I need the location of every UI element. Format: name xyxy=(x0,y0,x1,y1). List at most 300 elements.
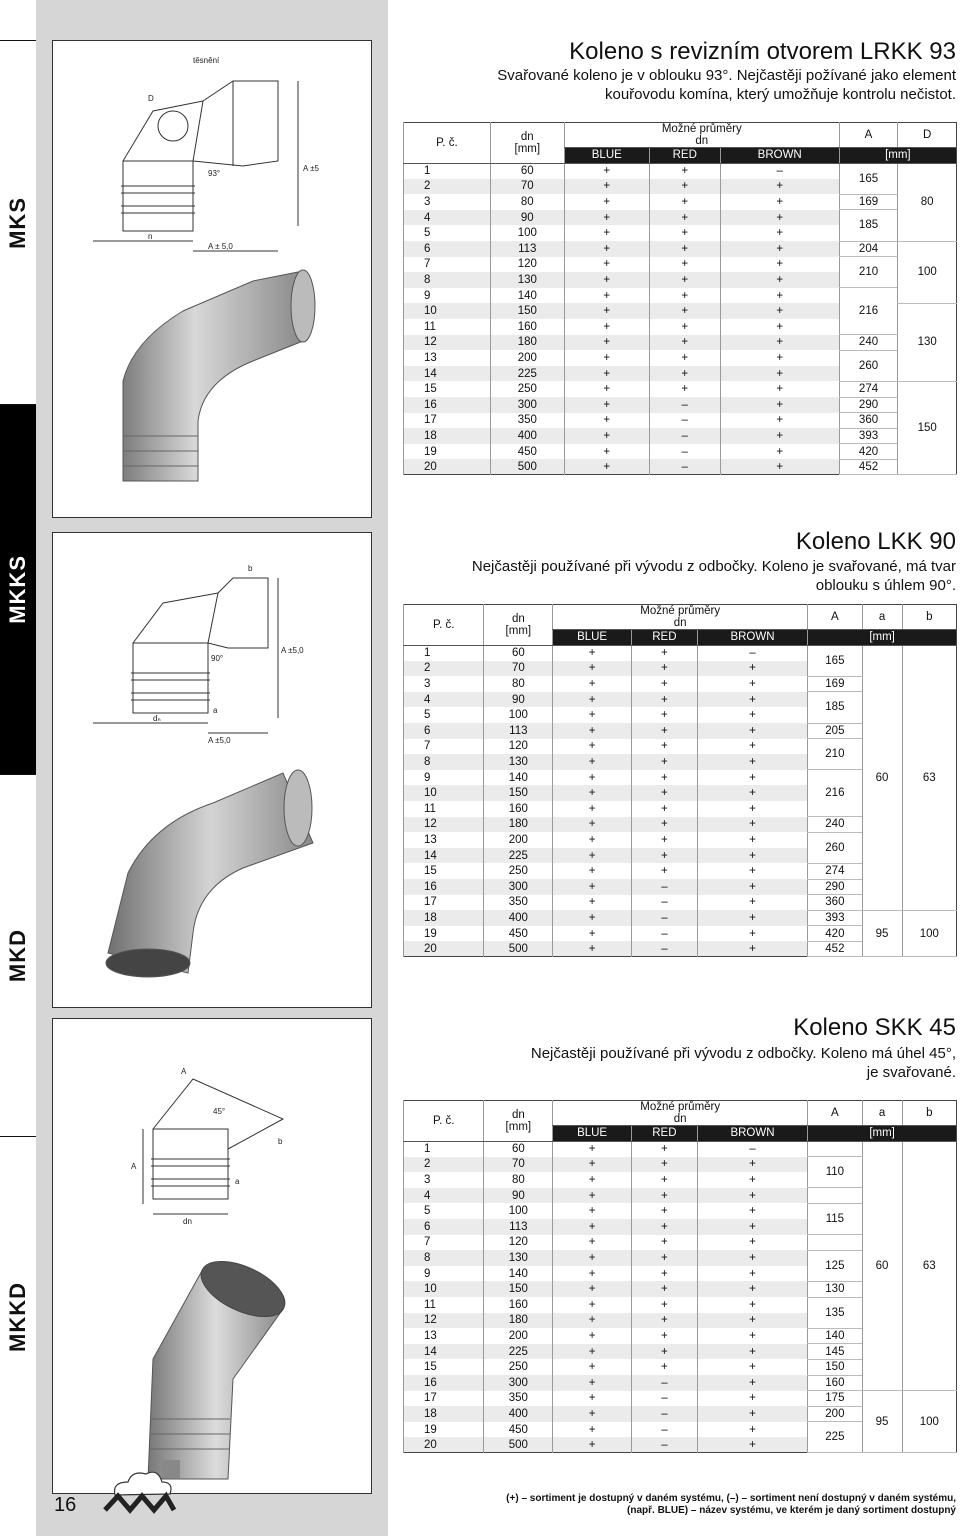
row-red: – xyxy=(649,459,720,475)
row-red: + xyxy=(631,1328,697,1344)
row-number: 4 xyxy=(404,692,484,708)
row-red: + xyxy=(631,1172,697,1188)
row-number: 7 xyxy=(404,257,491,273)
row-number: 2 xyxy=(404,1157,484,1173)
row-red: + xyxy=(649,319,720,335)
table-row xyxy=(404,288,957,304)
row-brown: + xyxy=(697,910,807,926)
row-dn: 100 xyxy=(484,707,553,723)
row-red: + xyxy=(631,1281,697,1297)
row-brown: + xyxy=(720,272,839,288)
row-blue: + xyxy=(553,1281,632,1297)
row-dn: 120 xyxy=(484,739,553,755)
row-dn: 90 xyxy=(490,210,564,226)
footer-legend-note xyxy=(506,1493,956,1517)
row-red: + xyxy=(631,676,697,692)
row-number: 9 xyxy=(404,770,484,786)
row-blue: + xyxy=(553,817,632,833)
row-brown: – xyxy=(697,645,807,661)
skk45-illustration xyxy=(52,1018,372,1494)
row-brown: + xyxy=(720,350,839,366)
row-brown: + xyxy=(697,1188,807,1204)
row-blue: + xyxy=(564,444,649,460)
row-dn: 130 xyxy=(484,754,553,770)
row-brown: + xyxy=(697,739,807,755)
table-row xyxy=(404,350,957,366)
row-dn: 350 xyxy=(484,1391,553,1407)
row-red: + xyxy=(649,335,720,351)
row-a-value: 125 xyxy=(808,1250,862,1281)
row-number: 3 xyxy=(404,194,491,210)
label-tesneni: těsnění xyxy=(193,56,220,65)
row-red: + xyxy=(649,163,720,179)
label-a-tolerance: A ± 5,0 xyxy=(208,242,233,251)
label-d: D xyxy=(148,94,154,103)
row-red: + xyxy=(631,770,697,786)
footer-note-line2: (např. BLUE) – název systému, ve kterém je daný sortiment dostupný xyxy=(627,1505,956,1516)
row-a-value: 240 xyxy=(839,335,898,351)
row-brown: + xyxy=(720,413,839,429)
row-brown: + xyxy=(697,1250,807,1266)
table-row xyxy=(404,459,957,475)
row-a-small-value: 95 xyxy=(862,1391,902,1453)
row-red: + xyxy=(649,381,720,397)
row-blue: + xyxy=(553,645,632,661)
col-d-header: D xyxy=(898,123,957,148)
row-brown: + xyxy=(697,754,807,770)
row-red: + xyxy=(649,350,720,366)
row-brown: + xyxy=(697,1157,807,1173)
row-a-value xyxy=(808,1141,862,1157)
row-brown: + xyxy=(720,366,839,382)
row-brown: + xyxy=(720,288,839,304)
row-blue: + xyxy=(553,1219,632,1235)
row-blue: + xyxy=(553,1422,632,1438)
row-blue: + xyxy=(553,1188,632,1204)
row-blue: + xyxy=(564,350,649,366)
row-red: + xyxy=(649,194,720,210)
tab-mkks[interactable]: MKKS xyxy=(0,404,36,774)
row-number: 5 xyxy=(404,1203,484,1219)
company-logo xyxy=(100,1460,180,1520)
row-number: 3 xyxy=(404,676,484,692)
row-blue: + xyxy=(564,366,649,382)
row-red: + xyxy=(631,863,697,879)
row-dn: 200 xyxy=(490,350,564,366)
label-a-side: A xyxy=(131,1162,137,1171)
label-dn: dn xyxy=(183,1217,192,1226)
row-dn: 100 xyxy=(484,1203,553,1219)
row-blue: + xyxy=(564,303,649,319)
row-blue: + xyxy=(553,1157,632,1173)
row-brown: + xyxy=(720,428,839,444)
tab-mks[interactable]: MKS xyxy=(0,40,36,404)
row-dn: 120 xyxy=(484,1235,553,1251)
row-a-small-value: 95 xyxy=(862,910,902,957)
row-a-value: 290 xyxy=(839,397,898,413)
row-red: + xyxy=(631,1157,697,1173)
row-a-value: 393 xyxy=(808,910,862,926)
row-b-value: 100 xyxy=(902,910,956,957)
row-red: + xyxy=(631,1203,697,1219)
row-a-value: 452 xyxy=(839,459,898,475)
row-blue: + xyxy=(553,926,632,942)
table-row xyxy=(404,413,957,429)
label-dn: dₙ xyxy=(153,714,161,723)
row-red: + xyxy=(649,366,720,382)
row-red: + xyxy=(631,832,697,848)
row-blue: + xyxy=(553,941,632,957)
row-dn: 150 xyxy=(484,785,553,801)
row-number: 5 xyxy=(404,707,484,723)
row-brown: + xyxy=(697,1172,807,1188)
row-dn: 500 xyxy=(490,459,564,475)
row-blue: + xyxy=(553,1141,632,1157)
row-red: + xyxy=(649,272,720,288)
row-d-value: 100 xyxy=(898,241,957,303)
row-number: 9 xyxy=(404,288,491,304)
row-blue: + xyxy=(553,754,632,770)
tab-mkkd[interactable]: MKKD xyxy=(0,1136,36,1496)
row-dn: 113 xyxy=(490,241,564,257)
row-dn: 60 xyxy=(484,645,553,661)
row-brown: + xyxy=(720,335,839,351)
row-red: – xyxy=(631,1437,697,1453)
row-a-value: 160 xyxy=(808,1375,862,1391)
row-a-value: 175 xyxy=(808,1391,862,1407)
row-brown: + xyxy=(697,1297,807,1313)
row-red: + xyxy=(631,1359,697,1375)
row-red: + xyxy=(649,210,720,226)
row-number: 11 xyxy=(404,319,491,335)
row-dn: 500 xyxy=(484,941,553,957)
row-brown: – xyxy=(720,163,839,179)
row-number: 8 xyxy=(404,754,484,770)
table-row xyxy=(404,257,957,273)
col-b-header: b xyxy=(902,605,956,630)
row-blue: + xyxy=(553,1250,632,1266)
row-dn: 70 xyxy=(484,661,553,677)
row-a-value: 169 xyxy=(808,676,862,692)
row-dn: 113 xyxy=(484,723,553,739)
row-b-value: 100 xyxy=(902,1391,956,1453)
row-red: + xyxy=(631,848,697,864)
row-dn: 100 xyxy=(490,225,564,241)
row-number: 14 xyxy=(404,366,491,382)
lrkk93-desc xyxy=(497,66,956,104)
row-number: 8 xyxy=(404,272,491,288)
row-blue: + xyxy=(553,832,632,848)
row-red: + xyxy=(631,1219,697,1235)
row-number: 14 xyxy=(404,1344,484,1360)
row-number: 1 xyxy=(404,163,491,179)
col-unit-header: [mm] xyxy=(808,630,957,646)
col-dn-header: dn [mm] xyxy=(484,605,553,646)
row-blue: + xyxy=(564,459,649,475)
label-a5: A ±5 xyxy=(303,164,319,173)
col-dn-header: dn [mm] xyxy=(490,123,564,164)
table-row xyxy=(404,335,957,351)
row-number: 11 xyxy=(404,801,484,817)
row-a-value: 216 xyxy=(839,288,898,335)
row-blue: + xyxy=(553,848,632,864)
row-dn: 130 xyxy=(484,1250,553,1266)
row-a-value: 210 xyxy=(839,257,898,288)
row-brown: – xyxy=(697,1141,807,1157)
row-brown: + xyxy=(697,661,807,677)
row-red: + xyxy=(631,1235,697,1251)
row-blue: + xyxy=(553,1266,632,1282)
row-dn: 200 xyxy=(484,1328,553,1344)
row-red: – xyxy=(631,910,697,926)
row-blue: + xyxy=(553,785,632,801)
lrkk93-title: Koleno s revizním otvorem LRKK 93 xyxy=(569,38,956,65)
row-red: + xyxy=(631,754,697,770)
row-dn: 400 xyxy=(490,428,564,444)
row-a-value xyxy=(808,1235,862,1251)
row-a-value: 260 xyxy=(808,832,862,863)
row-dn: 225 xyxy=(490,366,564,382)
row-red: + xyxy=(631,661,697,677)
row-red: – xyxy=(649,428,720,444)
row-brown: + xyxy=(697,817,807,833)
row-dn: 180 xyxy=(484,817,553,833)
lrkk93-desc-line2: kouřovodu komína, který umožňuje kontrolu nečistot. xyxy=(604,86,956,103)
label-n: n xyxy=(148,232,153,241)
row-a-value: 200 xyxy=(808,1406,862,1422)
col-red-header: RED xyxy=(631,1126,697,1142)
lrkk93-technical-drawing xyxy=(53,41,371,517)
row-number: 15 xyxy=(404,863,484,879)
row-red: + xyxy=(649,225,720,241)
row-number: 2 xyxy=(404,179,491,195)
col-sizes-header: Možné průměry dn xyxy=(564,123,839,148)
row-a-value: 135 xyxy=(808,1297,862,1328)
row-brown: + xyxy=(720,194,839,210)
lrkk93-desc-line1: Svařované koleno je v oblouku 93°. Nejčastěji požívané jako element xyxy=(497,67,956,84)
label-a-small: a xyxy=(235,1177,240,1186)
lrkk93-table xyxy=(403,122,957,475)
row-blue: + xyxy=(564,241,649,257)
row-dn: 150 xyxy=(490,303,564,319)
row-brown: + xyxy=(720,319,839,335)
col-blue-header: BLUE xyxy=(553,1126,632,1142)
row-dn: 113 xyxy=(484,1219,553,1235)
row-a-value: 115 xyxy=(808,1203,862,1234)
row-dn: 60 xyxy=(490,163,564,179)
label-a-tolerance: A ±5,0 xyxy=(208,736,231,745)
row-blue: + xyxy=(553,910,632,926)
row-brown: + xyxy=(720,179,839,195)
row-dn: 250 xyxy=(490,381,564,397)
row-number: 10 xyxy=(404,1281,484,1297)
row-dn: 300 xyxy=(484,879,553,895)
row-red: + xyxy=(649,179,720,195)
row-number: 4 xyxy=(404,210,491,226)
row-brown: + xyxy=(697,785,807,801)
tab-mkd[interactable]: MKD xyxy=(0,774,36,1136)
row-a-value: 452 xyxy=(808,941,862,957)
row-red: + xyxy=(631,707,697,723)
row-blue: + xyxy=(564,428,649,444)
row-brown: + xyxy=(697,1391,807,1407)
row-red: + xyxy=(631,801,697,817)
row-dn: 70 xyxy=(490,179,564,195)
row-blue: + xyxy=(564,272,649,288)
page-number: 16 xyxy=(54,1494,77,1516)
row-red: – xyxy=(631,1422,697,1438)
row-red: + xyxy=(631,785,697,801)
row-red: – xyxy=(631,1391,697,1407)
row-b-value: 63 xyxy=(902,1141,956,1391)
system-sidebar xyxy=(0,0,36,1536)
lkk90-illustration xyxy=(52,532,372,1008)
skk45-desc-line1: Nejčastěji používané při vývodu z odbočky. Koleno má úhel 45°, xyxy=(530,1045,956,1062)
row-blue: + xyxy=(564,319,649,335)
row-brown: + xyxy=(697,676,807,692)
row-brown: + xyxy=(697,848,807,864)
row-a-value: 210 xyxy=(808,739,862,770)
table-row xyxy=(404,910,957,926)
row-blue: + xyxy=(553,1344,632,1360)
row-brown: + xyxy=(720,303,839,319)
col-brown-header: BROWN xyxy=(697,630,807,646)
row-dn: 450 xyxy=(484,926,553,942)
row-a-value: 204 xyxy=(839,241,898,257)
row-blue: + xyxy=(553,1359,632,1375)
row-brown: + xyxy=(697,1359,807,1375)
row-number: 12 xyxy=(404,1313,484,1329)
table-row xyxy=(404,444,957,460)
row-number: 20 xyxy=(404,941,484,957)
row-a-value: 274 xyxy=(808,863,862,879)
col-a-header: A xyxy=(808,1101,862,1126)
row-blue: + xyxy=(553,1203,632,1219)
table-row xyxy=(404,381,957,397)
row-a-value: 150 xyxy=(808,1359,862,1375)
row-a-value: 185 xyxy=(839,210,898,241)
lkk90-desc xyxy=(472,557,956,595)
table-row xyxy=(404,210,957,226)
col-red-header: RED xyxy=(649,148,720,164)
row-number: 13 xyxy=(404,350,491,366)
label-angle-45: 45° xyxy=(213,1107,226,1116)
row-dn: 80 xyxy=(484,676,553,692)
row-blue: + xyxy=(553,770,632,786)
row-red: – xyxy=(631,926,697,942)
row-number: 7 xyxy=(404,739,484,755)
lkk90-table xyxy=(403,604,957,957)
row-blue: + xyxy=(553,739,632,755)
row-red: – xyxy=(631,895,697,911)
row-number: 15 xyxy=(404,381,491,397)
row-brown: + xyxy=(697,723,807,739)
table-row xyxy=(404,645,957,661)
row-number: 18 xyxy=(404,1406,484,1422)
row-red: + xyxy=(649,303,720,319)
row-number: 11 xyxy=(404,1297,484,1313)
row-number: 12 xyxy=(404,817,484,833)
row-brown: + xyxy=(697,1266,807,1282)
skk45-title: Koleno SKK 45 xyxy=(793,1014,956,1041)
row-blue: + xyxy=(553,692,632,708)
col-dn-header: dn [mm] xyxy=(484,1101,553,1142)
row-dn: 350 xyxy=(484,895,553,911)
row-number: 16 xyxy=(404,397,491,413)
row-blue: + xyxy=(564,194,649,210)
row-number: 8 xyxy=(404,1250,484,1266)
row-red: + xyxy=(649,288,720,304)
col-pc-header: P. č. xyxy=(404,1101,484,1142)
row-number: 2 xyxy=(404,661,484,677)
row-brown: + xyxy=(697,1422,807,1438)
skk45-desc-line2: je svařované. xyxy=(866,1064,956,1081)
row-a-value: 110 xyxy=(808,1157,862,1188)
row-dn: 500 xyxy=(484,1437,553,1453)
row-brown: + xyxy=(720,397,839,413)
row-a-value: 216 xyxy=(808,770,862,817)
col-b-header: b xyxy=(902,1101,956,1126)
col-pc-header: P. č. xyxy=(404,123,491,164)
row-brown: + xyxy=(697,707,807,723)
row-a-small-value: 60 xyxy=(862,645,902,910)
row-a-value: 225 xyxy=(808,1422,862,1453)
row-a-value: 165 xyxy=(839,163,898,194)
row-red: + xyxy=(631,817,697,833)
row-red: – xyxy=(631,1375,697,1391)
row-dn: 225 xyxy=(484,1344,553,1360)
row-blue: + xyxy=(553,879,632,895)
row-red: + xyxy=(649,241,720,257)
row-number: 16 xyxy=(404,1375,484,1391)
row-brown: + xyxy=(697,1281,807,1297)
row-number: 20 xyxy=(404,459,491,475)
row-brown: + xyxy=(697,941,807,957)
row-blue: + xyxy=(564,335,649,351)
row-dn: 300 xyxy=(484,1375,553,1391)
col-unit-header: [mm] xyxy=(839,148,956,164)
row-blue: + xyxy=(564,257,649,273)
row-red: – xyxy=(631,1406,697,1422)
row-brown: + xyxy=(697,1406,807,1422)
row-a-value: 140 xyxy=(808,1328,862,1344)
row-a-value: 185 xyxy=(808,692,862,723)
row-d-value: 150 xyxy=(898,381,957,475)
row-red: – xyxy=(631,879,697,895)
row-number: 18 xyxy=(404,428,491,444)
row-number: 19 xyxy=(404,1422,484,1438)
row-number: 19 xyxy=(404,926,484,942)
row-blue: + xyxy=(553,1297,632,1313)
row-brown: + xyxy=(697,1328,807,1344)
row-a-value: 145 xyxy=(808,1344,862,1360)
row-blue: + xyxy=(553,1391,632,1407)
row-number: 10 xyxy=(404,785,484,801)
row-blue: + xyxy=(553,863,632,879)
row-brown: + xyxy=(697,1344,807,1360)
label-angle-93: 93° xyxy=(208,169,221,178)
row-blue: + xyxy=(553,895,632,911)
row-dn: 400 xyxy=(484,1406,553,1422)
row-brown: + xyxy=(697,1313,807,1329)
row-dn: 90 xyxy=(484,1188,553,1204)
row-brown: + xyxy=(697,1235,807,1251)
row-dn: 80 xyxy=(484,1172,553,1188)
row-a-value xyxy=(808,1188,862,1204)
row-number: 17 xyxy=(404,1391,484,1407)
row-blue: + xyxy=(564,225,649,241)
row-red: – xyxy=(649,413,720,429)
